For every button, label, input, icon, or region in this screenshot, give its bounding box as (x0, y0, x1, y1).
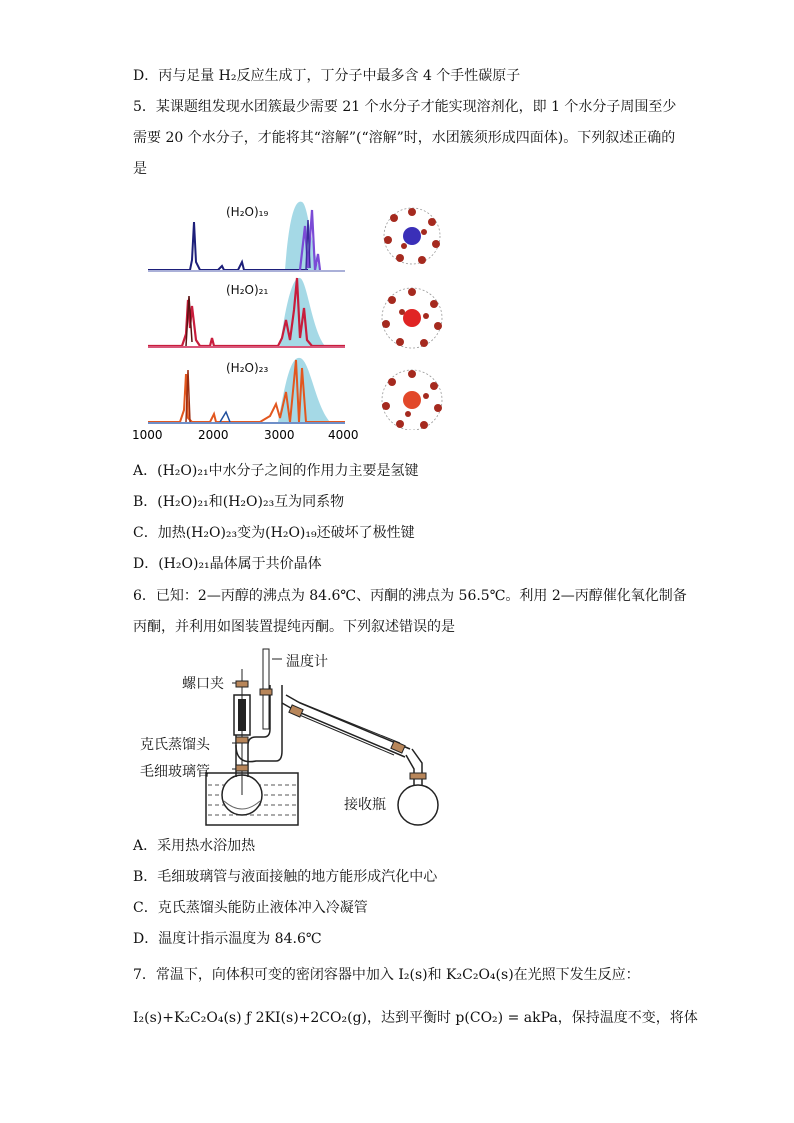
cluster-h2o19 (384, 208, 440, 264)
spectrum-panel-h2o19 (148, 202, 345, 271)
q5-stem-line1: 5．某课题组发现水团簇最少需要 21 个水分子才能实现溶剂化，即 1 个水分子周围至少 (133, 99, 677, 115)
x-tick-1000: 1000 (132, 428, 163, 442)
label-screw-clamp: 螺口夹 (182, 676, 224, 692)
x-tick-3000: 3000 (264, 428, 295, 442)
q5-option-c: C．加热(H₂O)₂₃变为(H₂O)₁₉还破坏了极性键 (133, 525, 415, 541)
panel-label-h2o19: (H₂O)₁₉ (226, 205, 269, 219)
q5-option-b: B．(H₂O)₂₁和(H₂O)₂₃互为同系物 (133, 494, 345, 510)
panel-label-h2o23: (H₂O)₂₃ (226, 361, 269, 375)
label-thermometer: 温度计 (286, 654, 328, 670)
q4-option-d: D．丙与足量 H₂反应生成丁，丁分子中最多含 4 个手性碳原子 (133, 68, 521, 84)
spectrum-panel-h2o21 (148, 278, 345, 347)
q5-stem-line3: 是 (133, 161, 147, 177)
q5-cluster-structures (372, 200, 452, 430)
spectrum-panel-h2o23 (148, 358, 345, 423)
cluster-h2o23 (382, 370, 442, 430)
label-receiver: 接收瓶 (344, 797, 386, 813)
q6-stem-line1: 6．已知：2—丙醇的沸点为 84.6℃、丙酮的沸点为 56.5℃。利用 2—丙醇催化氧化制备 (133, 588, 687, 604)
cluster-h2o21 (382, 288, 442, 348)
q5-option-a: A．(H₂O)₂₁中水分子之间的作用力主要是氢键 (133, 463, 419, 479)
q5-spectra-figure (130, 190, 360, 445)
q5-stem-line2: 需要 20 个水分子，才能将其“溶解”(“溶解”时，水团簇须形成四面体)。下列叙述正确的 (133, 130, 676, 146)
panel-label-h2o21: (H₂O)₂₁ (226, 283, 269, 297)
q6-option-a: A．采用热水浴加热 (133, 838, 256, 854)
x-tick-2000: 2000 (198, 428, 229, 442)
label-claisen-head: 克氏蒸馏头 (140, 737, 210, 753)
x-tick-4000: 4000 (328, 428, 359, 442)
q6-option-d: D．温度计指示温度为 84.6℃ (133, 931, 322, 947)
q7-stem-line2: I₂(s)+K₂C₂O₄(s) ƒ 2KI(s)+2CO₂(g)，达到平衡时 p(CO₂) = akPa，保持温度不变，将体 (133, 1010, 698, 1026)
q6-option-b: B．毛细玻璃管与液面接触的地方能形成汽化中心 (133, 869, 438, 885)
q5-option-d: D．(H₂O)₂₁晶体属于共价晶体 (133, 556, 322, 572)
label-capillary: 毛细玻璃管 (140, 764, 210, 780)
q7-stem-line1: 7．常温下，向体积可变的密闭容器中加入 I₂(s)和 K₂C₂O₄(s)在光照下发生反应： (133, 967, 640, 983)
q6-option-c: C．克氏蒸馏头能防止液体冲入冷凝管 (133, 900, 368, 916)
q6-stem-line2: 丙酮，并利用如图装置提纯丙酮。下列叙述错误的是 (133, 619, 455, 635)
